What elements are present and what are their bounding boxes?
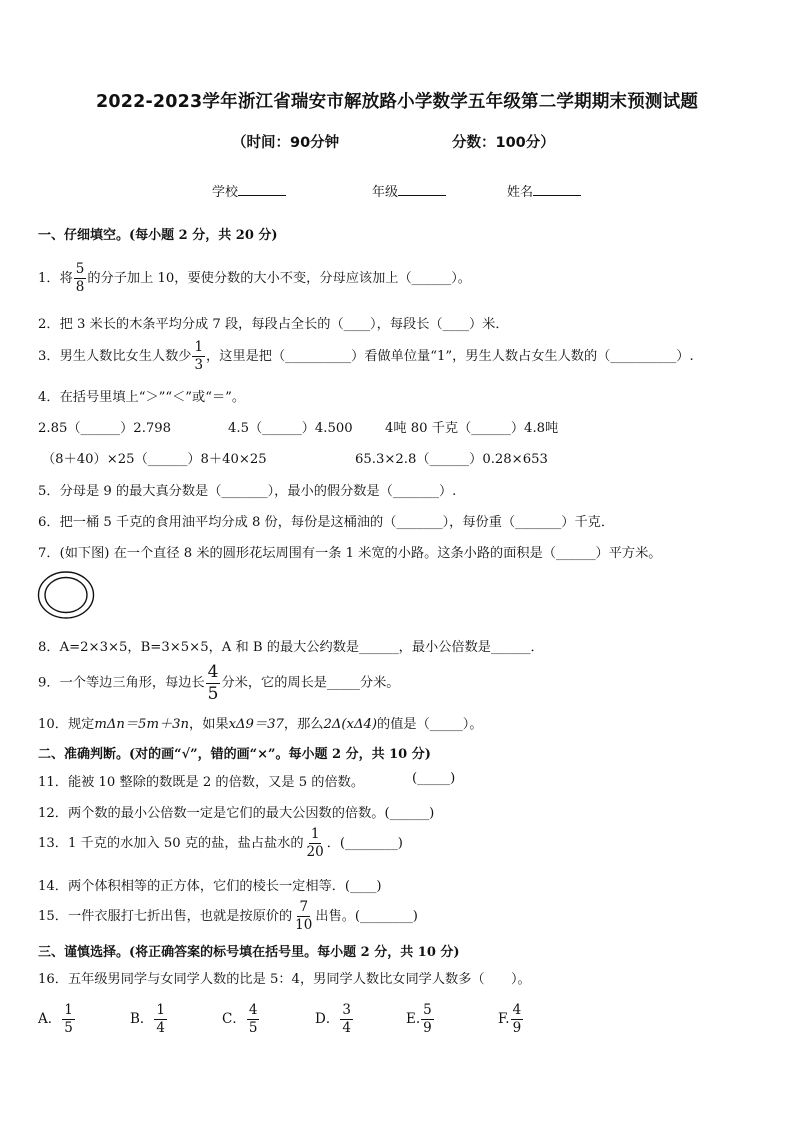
question-3: [38, 340, 694, 373]
q3-numerator: 1: [194, 339, 204, 355]
question-8: 8．A=2×3×5，B=3×5×5，A 和 B 的最大公约数是______，最小公倍数是______．: [38, 640, 544, 655]
q13-numerator: 1: [310, 826, 320, 842]
option-c-label: C．: [222, 1010, 246, 1027]
option-c-fraction: [247, 1003, 260, 1036]
option-e-fraction: [421, 1003, 434, 1036]
exam-time: （时间：90分钟: [232, 135, 340, 151]
name-label: 姓名: [507, 185, 534, 200]
q15-fraction: [293, 900, 314, 933]
section1-heading: 一、仔细填空。(每小题 2 分，共 20 分): [38, 228, 278, 243]
q4-item-4: （8＋40）×25（______）8＋40×25: [42, 452, 267, 467]
grade-field: [372, 181, 446, 200]
option-b-denominator: 4: [156, 1019, 166, 1036]
q9-numerator: 4: [207, 662, 219, 682]
name-field: [507, 181, 581, 200]
option-f-numerator: 4: [512, 1002, 522, 1018]
option-a-denominator: 5: [64, 1019, 73, 1036]
grade-blank[interactable]: [398, 183, 446, 196]
q10-condition: xΔ9＝37: [228, 717, 284, 732]
option-a-label: A．: [38, 1010, 62, 1027]
name-blank[interactable]: [533, 183, 581, 196]
section3-heading: 三、谨慎选择。(将正确答案的标号填在括号里。每小题 2 分，共 10 分): [38, 945, 460, 960]
q3-denominator: 3: [194, 356, 204, 373]
option-e-label: E.: [406, 1010, 421, 1027]
q10-rule: mΔn＝5m＋3n: [94, 717, 190, 732]
option-c[interactable]: [222, 1003, 260, 1036]
question-5: 5．分母是 9 的最大真分数是（_______），最小的假分数是（_______）.: [38, 484, 457, 499]
option-d[interactable]: [315, 1003, 354, 1036]
q11-text: 11．能被 10 整除的数既是 2 的倍数，又是 5 的倍数。: [38, 775, 365, 790]
q15-text-pre: 15．一件衣服打七折出售，也就是按原价的: [38, 908, 293, 924]
question-13: [38, 827, 403, 860]
q9-text-pre: 9．一个等边三角形，每边长: [38, 675, 205, 691]
q9-text-post: 分米，它的周长是_____分米。: [221, 675, 400, 691]
q3-fraction: [192, 340, 205, 373]
q10-expression: 2Δ(xΔ4): [323, 717, 378, 732]
q1-numerator: 5: [75, 261, 85, 277]
question-9: [38, 663, 400, 703]
option-a-fraction: [62, 1003, 75, 1036]
school-label: 学校: [212, 185, 239, 200]
q1-fraction: [74, 262, 87, 295]
question-14: 14．两个体积相等的正方体，它们的棱长一定相等．(____): [38, 879, 382, 894]
q10-text-mid2: ，那么: [283, 717, 324, 732]
exam-score: 分数：100分）: [452, 135, 555, 151]
question-15: [38, 900, 418, 933]
option-a[interactable]: [38, 1003, 76, 1036]
q1-text-pre: 1．将: [38, 270, 73, 286]
q4-item-5: 65.3×2.8（______）0.28×653: [355, 452, 548, 467]
option-a-numerator: 1: [64, 1002, 73, 1018]
question-12: 12．两个数的最小公倍数一定是它们的最大公因数的倍数。(______): [38, 806, 435, 821]
option-e-numerator: 5: [423, 1002, 432, 1018]
section2-heading: 二、准确判断。(对的画“√”，错的画“×”。每小题 2 分，共 10 分): [38, 747, 431, 762]
question-6: 6．把一桶 5 千克的食用油平均分成 8 份，每份是这桶油的（_______），每份重（_______）千克．: [38, 515, 615, 530]
option-d-fraction: [340, 1003, 353, 1036]
option-d-denominator: 4: [342, 1019, 351, 1036]
q9-denominator: 5: [207, 683, 219, 704]
question-10: [38, 713, 483, 732]
q15-numerator: 7: [299, 899, 309, 915]
option-e-denominator: 9: [423, 1019, 432, 1036]
option-f-label: F.: [498, 1010, 510, 1027]
option-f-denominator: 9: [512, 1019, 522, 1036]
outer-circle: [39, 572, 94, 618]
question-4: 4．在括号里填上“＞”“＜”或“＝”。: [38, 390, 246, 405]
q13-text-pre: 13．1 千克的水加入 50 克的盐，盐占盐水的: [38, 835, 304, 851]
option-c-denominator: 5: [248, 1019, 258, 1036]
q4-item-1: 2.85（______）2.798: [38, 421, 172, 436]
q4-item-2: 4.5（______）4.500: [228, 421, 353, 436]
question-2: 2．把 3 米长的木条平均分成 7 段，每段占全长的（____），每段长（____）米．: [38, 317, 509, 332]
q3-text-post: ，这里是把（__________）看做单位量“1”，男生人数占女生人数的（__________）.: [206, 348, 694, 364]
q15-text-post: 出售。(________): [315, 908, 418, 924]
q10-text-post: 的值是（_____）。: [377, 717, 483, 732]
q15-denominator: 10: [295, 916, 313, 933]
option-f-fraction: [511, 1003, 524, 1036]
option-b-fraction: [154, 1003, 167, 1036]
q9-fraction: [206, 663, 221, 703]
q1-denominator: 8: [75, 278, 85, 295]
question-11: [38, 771, 364, 790]
question-1: [38, 262, 471, 295]
q4-item-3: 4吨 80 千克（______）4.8吨: [385, 421, 559, 436]
q13-denominator: 20: [306, 843, 324, 860]
q3-text-pre: 3．男生人数比女生人数少: [38, 348, 192, 364]
q13-text-post: ．(________): [326, 835, 403, 851]
option-f[interactable]: [498, 1003, 524, 1036]
question-7: 7．(如下图) 在一个直径 8 米的圆形花坛周围有一条 1 米宽的小路。这条小路的面积是（______）平方米。: [38, 546, 662, 561]
circle-path-figure: [36, 570, 98, 622]
page-title: 2022-2023学年浙江省瑞安市解放路小学数学五年级第二学期期末预测试题: [95, 92, 699, 112]
q13-fraction: [305, 827, 326, 860]
option-b-numerator: 1: [156, 1002, 166, 1018]
option-c-numerator: 4: [248, 1002, 258, 1018]
option-b[interactable]: [130, 1003, 168, 1036]
question-16: 16．五年级男同学与女同学人数的比是 5：4，男同学人数比女同学人数多（ ）。: [38, 972, 531, 987]
option-d-numerator: 3: [342, 1002, 351, 1018]
q1-text-post: 的分子加上 10，要使分数的大小不变，分母应该加上（______）。: [87, 270, 471, 286]
q10-text-pre: 10．规定: [38, 717, 95, 732]
option-e[interactable]: [406, 1003, 435, 1036]
school-field: [212, 181, 286, 200]
grade-label: 年级: [372, 185, 399, 200]
school-blank[interactable]: [238, 183, 286, 196]
option-d-label: D．: [315, 1010, 340, 1027]
option-b-label: B．: [130, 1010, 154, 1027]
inner-circle: [45, 578, 87, 613]
q11-answer-blank[interactable]: (_____): [412, 771, 456, 786]
q10-text-mid: ，如果: [189, 717, 229, 732]
